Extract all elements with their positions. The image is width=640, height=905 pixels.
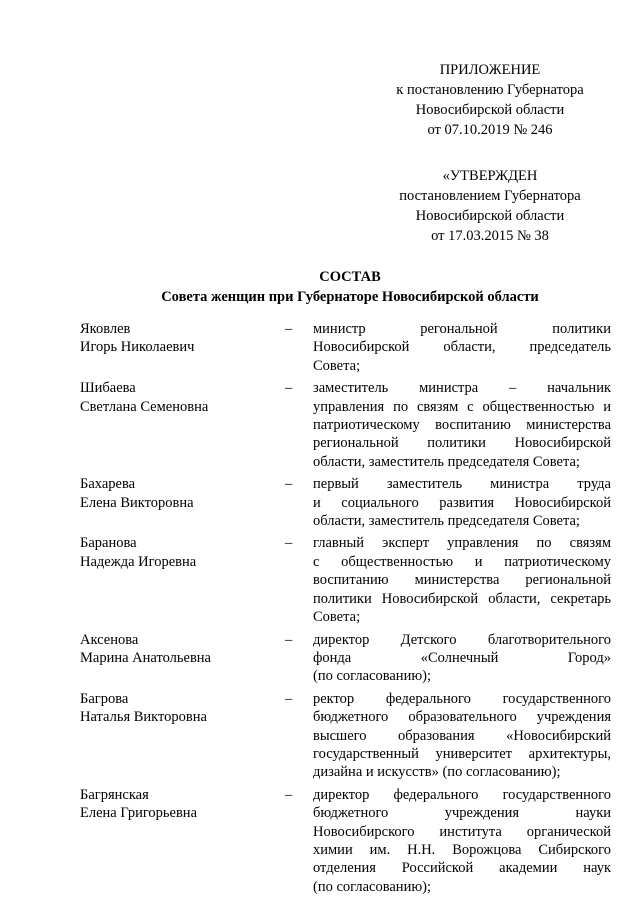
member-given: Елена Викторовна xyxy=(80,494,194,511)
approved-line: Новосибирской области xyxy=(415,208,565,224)
member-surname: Бахарева xyxy=(80,476,136,493)
appendix-line: Новосибирской области xyxy=(415,102,565,118)
approved-line: постановлением Губернатора xyxy=(399,188,581,204)
member-position-line: заместитель министра – начальник xyxy=(313,380,611,397)
appendix-line: ПРИЛОЖЕНИЕ xyxy=(439,62,541,78)
member-given: Елена Григорьевна xyxy=(80,805,198,822)
member-row xyxy=(80,690,612,782)
member-name xyxy=(80,631,285,686)
member-position-line: Новосибирской области, председатель xyxy=(313,339,611,356)
members-list xyxy=(80,320,612,896)
member-position-line: региональной политики Новосибирской xyxy=(313,435,611,452)
member-position xyxy=(313,631,611,686)
member-position-line: главный эксперт управления по связям xyxy=(313,535,611,552)
member-position-line: Совета; xyxy=(313,609,361,626)
member-position-line: политики Новосибирской области, секретарь xyxy=(313,590,611,607)
member-position-line: директор Детского благотворительного xyxy=(313,631,611,648)
member-position-line: с общественностью и патриотическому xyxy=(313,553,611,570)
member-position-line: высшего образования «Новосибирский xyxy=(313,727,611,744)
member-position-line: директор федерального государственного xyxy=(313,786,611,803)
member-dash: – xyxy=(285,631,293,648)
member-surname: Багрянская xyxy=(80,786,149,803)
member-row xyxy=(80,534,612,626)
member-given: Игорь Николаевич xyxy=(80,339,195,356)
member-dash: – xyxy=(285,380,293,397)
member-position-line: бюджетного образовательного учреждения xyxy=(313,709,611,726)
member-position xyxy=(313,786,611,896)
member-position-line: управления по связям с общественностью и xyxy=(313,398,611,415)
document-subtitle: Совета женщин при Губернаторе Новосибирской области xyxy=(161,289,539,305)
member-position-line: области, заместитель председателя Совета; xyxy=(313,453,580,470)
member-given: Марина Анатольевна xyxy=(80,649,211,666)
member-name xyxy=(80,475,285,530)
member-given: Надежда Игоревна xyxy=(80,553,197,570)
appendix-line: к постановлению Губернатора xyxy=(396,82,584,98)
member-dash: – xyxy=(285,476,293,493)
member-position-line: министр регональной политики xyxy=(313,321,611,337)
member-name xyxy=(80,379,285,471)
member-position-line: области, заместитель председателя Совета; xyxy=(313,513,580,530)
member-position-line: патриотическому воспитанию министерства xyxy=(313,417,611,434)
member-row xyxy=(80,631,612,686)
member-position-line: фонда «Солнечный Город» xyxy=(313,649,611,666)
approved-line: «УТВЕРЖДЕН xyxy=(442,168,538,184)
member-dash: – xyxy=(285,690,293,707)
member-name xyxy=(80,690,285,782)
appendix-line: от 07.10.2019 № 246 xyxy=(427,122,553,138)
member-position xyxy=(313,320,611,375)
member-surname: Яковлев xyxy=(80,321,131,337)
member-surname: Аксенова xyxy=(80,631,139,648)
approved-stamp xyxy=(360,166,620,246)
member-position-line: первый заместитель министра труда xyxy=(313,476,611,493)
approved-line: от 17.03.2015 № 38 xyxy=(431,228,549,244)
member-position-line: химии им. Н.Н. Ворожцова Сибирского xyxy=(313,841,611,858)
member-row xyxy=(80,786,612,896)
member-position-line: Новосибирского института органической xyxy=(313,823,611,840)
member-position xyxy=(313,379,611,471)
member-position-line: дизайна и искусств» (по согласованию); xyxy=(313,764,561,781)
member-position-line: и социального развития Новосибирской xyxy=(313,494,611,511)
member-row xyxy=(80,379,612,471)
member-position-line: ректор федерального государственного xyxy=(313,690,611,707)
member-name xyxy=(80,534,285,626)
member-surname: Баранова xyxy=(80,535,137,552)
appendix-header xyxy=(360,60,620,140)
member-dash: – xyxy=(285,321,293,337)
member-name xyxy=(80,320,285,375)
member-dash: – xyxy=(285,786,293,803)
member-position-line: отделения Российской академии наук xyxy=(313,860,611,877)
member-given: Наталья Викторовна xyxy=(80,709,207,726)
member-position-line: (по согласованию); xyxy=(313,668,432,685)
member-position-line: Совета; xyxy=(313,357,361,374)
member-position-line: бюджетного учреждения науки xyxy=(313,805,611,822)
member-dash: – xyxy=(285,535,293,552)
member-name xyxy=(80,786,285,896)
member-surname: Шибаева xyxy=(80,380,136,397)
document-title: СОСТАВ xyxy=(319,269,381,285)
member-position xyxy=(313,475,611,530)
member-position-line: (по согласованию); xyxy=(313,878,432,895)
member-row xyxy=(80,320,612,375)
member-position-line: воспитанию министерства региональной xyxy=(313,572,611,589)
member-surname: Багрова xyxy=(80,690,129,707)
member-row xyxy=(80,475,612,530)
member-position-line: государственный университет архитектуры, xyxy=(313,745,611,762)
member-position xyxy=(313,690,611,782)
member-given: Светлана Семеновна xyxy=(80,398,209,415)
member-position xyxy=(313,534,611,626)
